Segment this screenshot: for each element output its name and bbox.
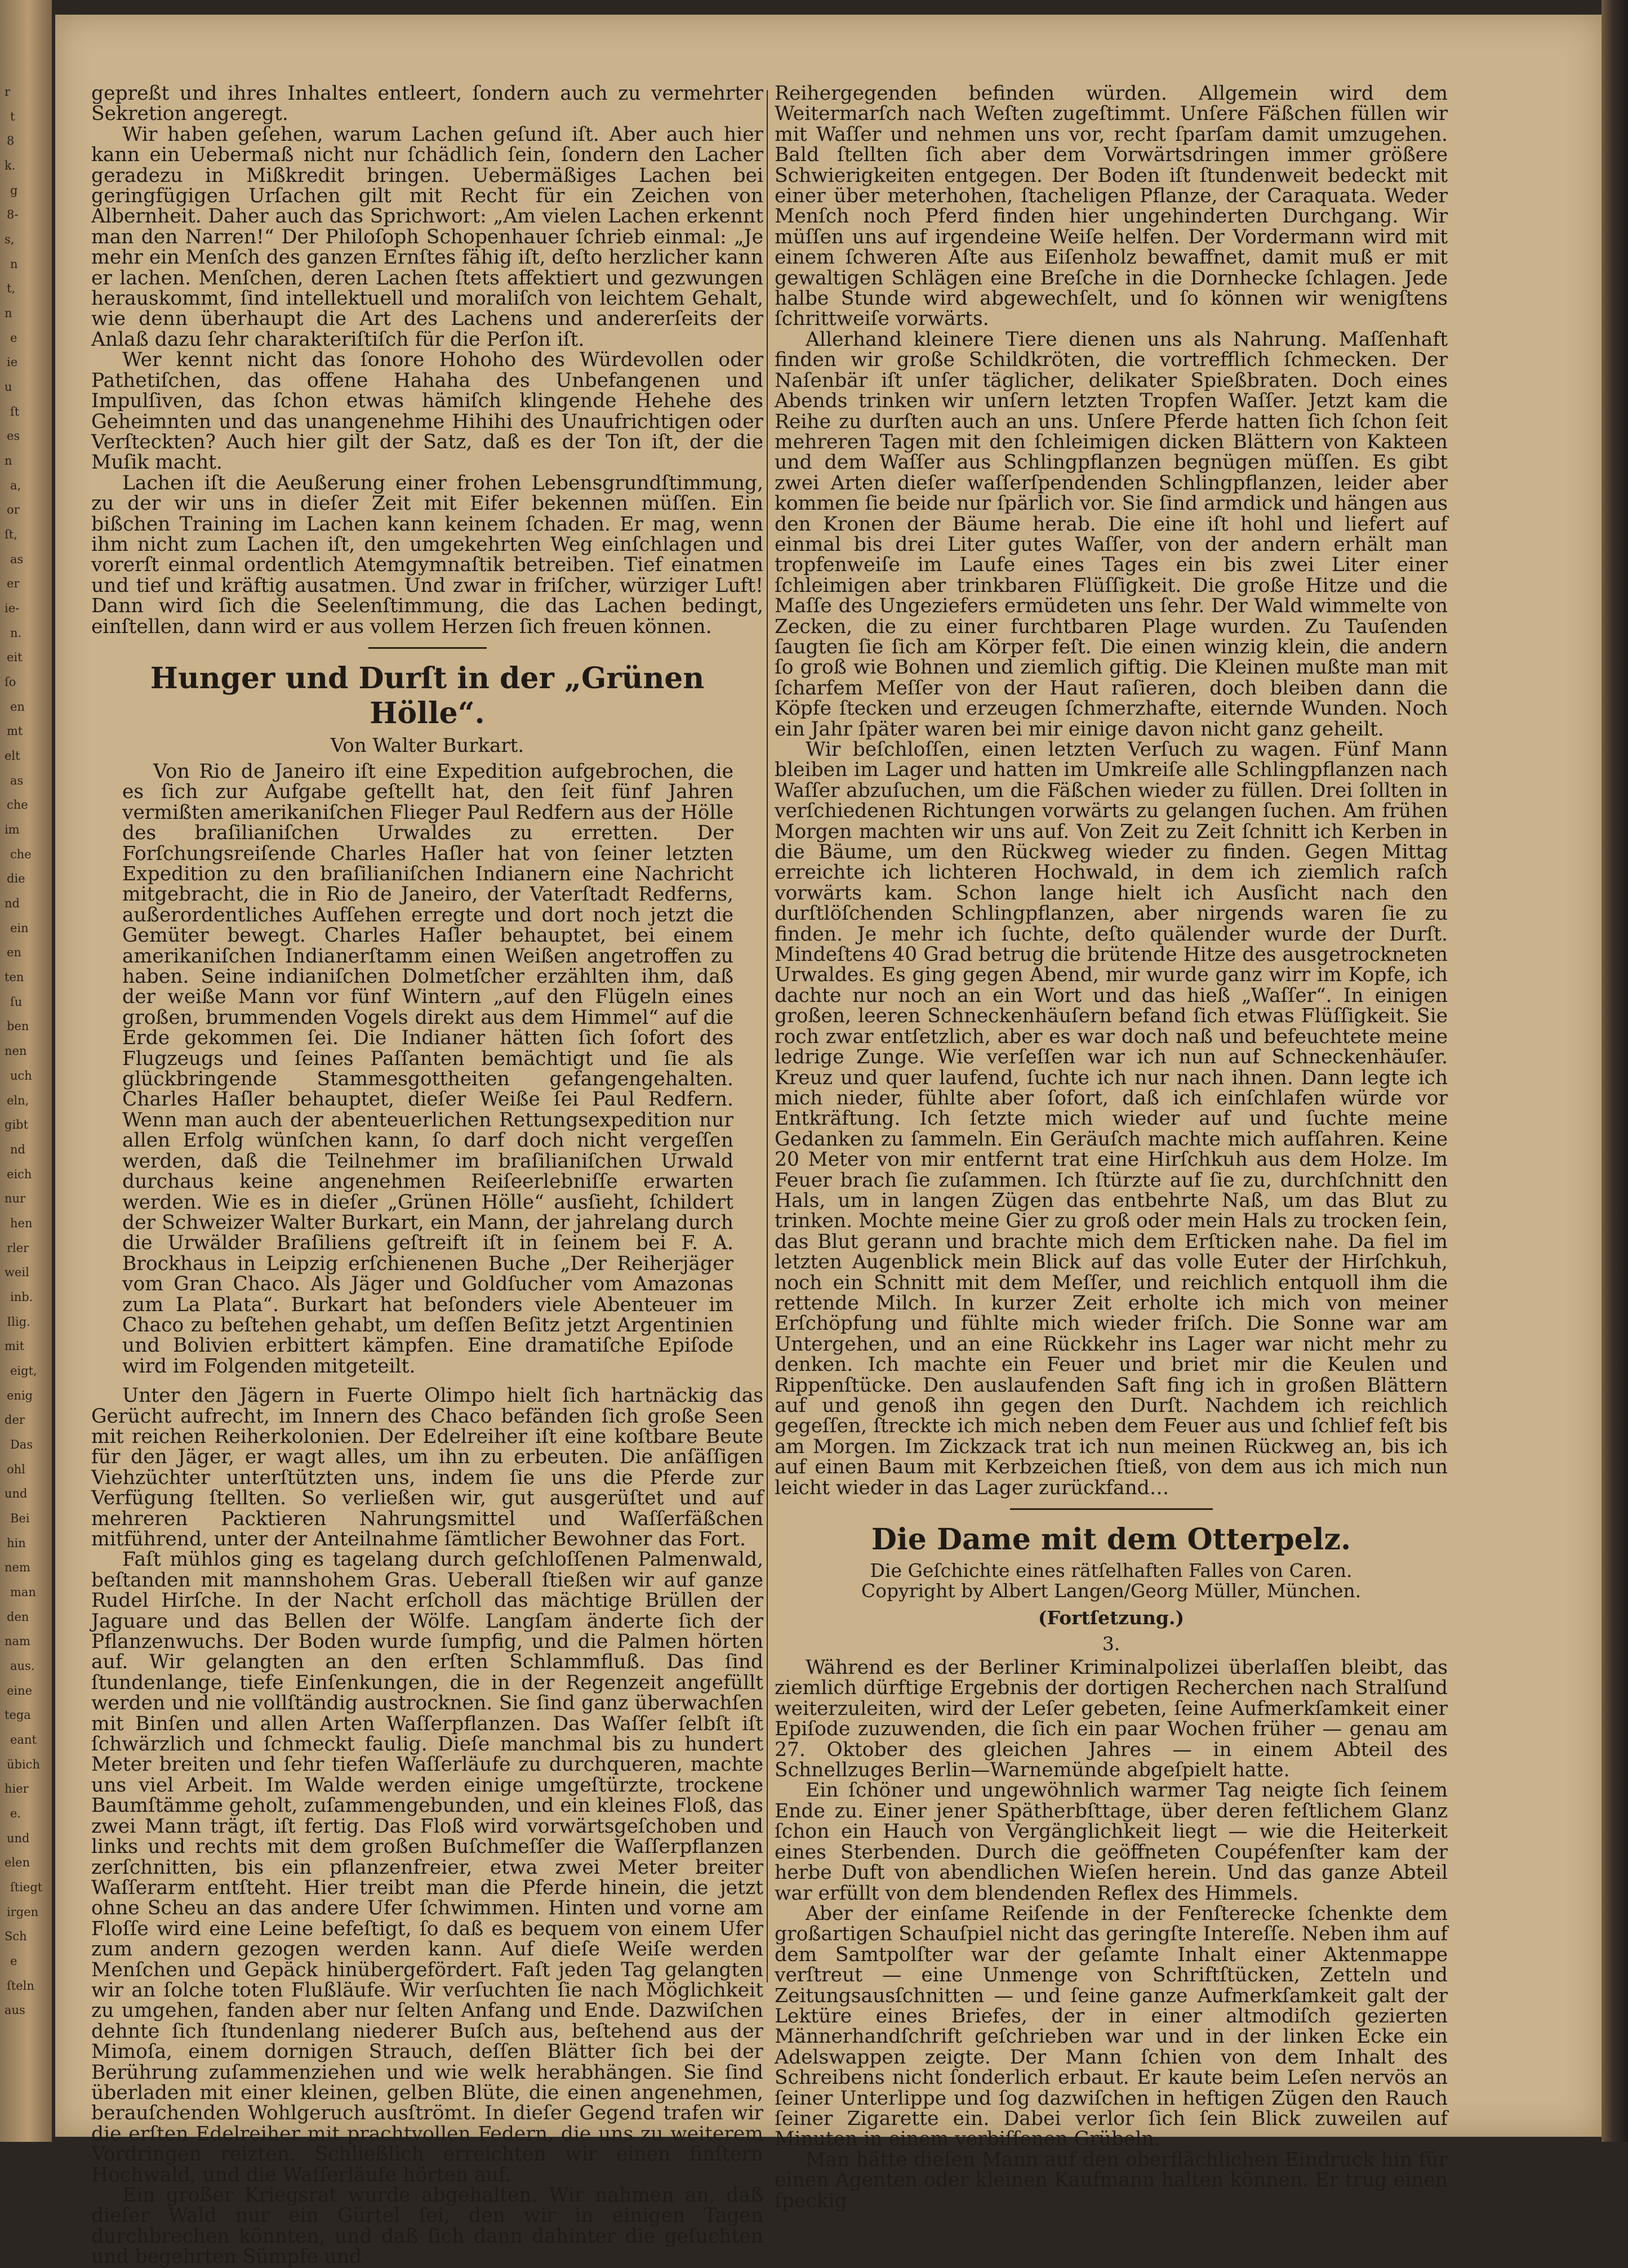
previous-page-fragment: irgen — [7, 1905, 39, 1919]
paragraph: Lachen iſt die Aeußerung einer frohen Lebensgrundſtimmung, zu der wir uns in dieſer Zeit mit Eifer bekennen müſſen. Ein bißchen Training im Lachen kann keinem ſchaden. Er mag, wenn ihm nicht zum Lachen iſt, den umgekehrten Weg einſchlagen und vorerſt einmal ordentlich Atemgymnaſtik betreiben. Tief einatmen und tief und kräftig ausatmen. Und zwar in friſcher, würziger Luft! Dann wird ſich die Seelenſtimmung, die das Lachen bedingt, einſtellen, dann wird er aus vollem Herzen ſich freuen können. — [91, 471, 763, 638]
paragraph: Unter den Jägern in Fuerte Olimpo hielt ſich hartnäckig das Gerücht aufrecht, im Innern des Chaco befänden ſich große Seen mit reichen Reiherkolonien. Der Edelreiher iſt eine koſtbare Beute für den Jäger, er wagt alles, um ihn zu erbeuten. Die anſäſſigen Viehzüchter unterſtützten uns, indem ſie uns die Pferde zur Verfügung ſtellten. So verließen wir, gut ausgerüſtet und auf mehreren Packtieren Nahrungsmittel und Waſſerfäßchen mitführend, unter der Anteilnahme ſämtlicher Bewohner das Fort. — [91, 1384, 763, 1550]
previous-page-fragment: 8 — [7, 134, 15, 148]
previous-page-fragment: e — [10, 1954, 17, 1968]
section-rule — [1010, 1508, 1213, 1510]
previous-page-fragment: ſteln — [7, 1979, 34, 1993]
previous-page-fragment: a, — [10, 479, 21, 492]
previous-page-fragment: nur — [5, 1192, 26, 1205]
previous-page-fragment: die — [7, 872, 25, 885]
previous-page-fragment: ie- — [5, 601, 20, 615]
previous-page-fragment: ie — [7, 355, 18, 369]
right-column — [775, 83, 1448, 2211]
book-edge — [1602, 0, 1628, 2142]
previous-page-fragment: eich — [7, 1168, 32, 1181]
previous-page-fragment: t, — [7, 282, 16, 295]
previous-page-fragment: ſt — [10, 405, 20, 418]
paragraph: Ein ſchöner und ungewöhnlich warmer Tag neigte ſich ſeinem Ende zu. Einer jener Spätherbſttage, über deren feſtlichem Glanz ſchon ein Hauch von Vergänglichkeit liegt — wie die Heiterkeit eines Sterbenden. Durch die geöffneten Coupéfenſter kam der herbe Duft von abendlichen Wieſen herein. Und das ganze Abteil war erfüllt von dem blendenden Reflex des Himmels. — [775, 1779, 1448, 1905]
previous-page-fragment: ten — [5, 970, 24, 984]
article-title: Hunger und Durſt in der „Grünen Hölle“. — [150, 661, 705, 730]
previous-page-fragment: Bei — [10, 1512, 30, 1525]
previous-page-fragment: eigt, — [10, 1364, 37, 1378]
previous-page-fragment: or — [7, 503, 20, 516]
article-subtitle: Die Geſchichte eines rätſelhaften Falles von Caren. — [870, 1559, 1353, 1582]
previous-page-fragment: che — [7, 798, 28, 812]
previous-page-fragment: eine — [7, 1684, 33, 1697]
previous-page-edge — [0, 0, 52, 2142]
previous-page-fragment: g — [10, 184, 18, 197]
previous-page-fragment: hen — [10, 1217, 33, 1230]
copyright-line: Copyright by Albert Langen/Georg Müller, München. — [861, 1580, 1362, 1602]
previous-page-fragment: s, — [5, 233, 15, 246]
previous-page-fragment: e — [10, 331, 17, 345]
previous-page-fragment: enig — [7, 1389, 33, 1402]
paragraph: Wir beſchloſſen, einen letzten Verſuch zu wagen. Fünf Mann bleiben im Lager und hatten im Umkreiſe alle Schlingpflanzen nach Waſſer abzuſuchen, um die Fäßchen wieder zu füllen. Drei ſollten in verſchiedenen Richtungen vorwärts zu gelangen ſuchen. Am frühen Morgen machten wir uns auf. Von Zeit zu Zeit ſchnitt ich Kerben in die Bäume, um den Rückweg wieder zu finden. Gegen Mittag erreichte ich lichteren Hochwald, in dem ich ziemlich raſch vorwärts kam. Schon lange hielt ich Ausſicht nach den durſtlöſchenden Schlingpflanzen, aber nirgends waren ſie zu finden. Je mehr ich ſuchte, deſto quälender wurde der Durſt. Mindeſtens 40 Grad betrug die brütende Hitze des ausgetrockneten Urwaldes. Es ging gegen Abend, mir wurde ganz wirr im Kopfe, ich dachte nur noch an ein Wort und das hieß „Waſſer“. In einigen großen, leeren Schneckenhäuſern befand ſich etwas Flüſſigkeit. Sie roch zwar entſetzlich, aber es war doch naß und befeuchtete meine ledrige Zunge. Wie verſeſſen war ich nun auf Schneckenhäuſer. Kreuz und quer laufend, ſuchte ich nur nach ihnen. Dann legte ich mich nieder, fühlte aber ſofort, daß ich einſchlafen würde vor Entkräftung. Ich ſetzte mich wieder auf und ſuchte meine Gedanken zu ſammeln. Ein Geräuſch machte mich aufſahren. Keine 20 Meter von mir entfernt trat eine Hirſchkuh aus dem Holze. Im Feuer brach ſie zuſammen. Ich ſtürzte auf ſie zu, durchſchnitt den Hals, um in langen Zügen das entbehrte Naß, um das Blut zu trinken. Mochte meine Gier zu groß oder mein Hals zu trocken ſein, das Blut gerann und brachte mich dem Erſticken nahe. Da fiel im letzten Augenblick mein Blick auf das volle Euter der Hirſchkuh, noch ein Schnitt mit dem Meſſer, und reichlich entquoll ihm die rettende Milch. In kurzer Zeit erholte ich mich von meiner Erſchöpfung und fühlte mich wieder friſch. Die Sonne war am Untergehen, und an eine Rückkehr ins Lager war nicht mehr zu denken. Ich machte ein Feuer und briet mir die Keulen und Rippenſtücke. Den auslaufenden Saft fing ich in großen Blättern auf und genoß ihn gegen den Durſt. Nachdem ich reichlich gegeſſen, ſtreckte ich mich neben dem Feuer aus und ſchlief feſt bis am Morgen. Im Zickzack trat ich nun meinen Rückweg an, bis ich auf einen Baum mit Kerbzeichen ſtieß, von dem aus ich mich nun leicht wieder in das Lager zurückfand… — [775, 738, 1448, 1499]
previous-page-fragment: tega — [5, 1708, 31, 1722]
previous-page-fragment: man — [10, 1585, 36, 1599]
previous-page-fragment: übich — [7, 1758, 40, 1771]
paragraph: Man hätte dieſen Mann auf den oberflächlichen Eindruck hin für einen Agenten oder kleinen Kaufmann halten können. Er trug einen ſpeckig — [775, 2148, 1448, 2212]
article-title: Die Dame mit dem Otterpelz. — [871, 1522, 1351, 1557]
previous-page-fragment: gibt — [5, 1118, 29, 1131]
paragraph: Wir haben geſehen, warum Lachen geſund iſt. Aber auch hier kann ein Uebermaß nicht nur ſchädlich ſein, ſondern den Lacher geradezu in Mißkredit bringen. Uebermäßiges Lachen bei geringfügigen Urſachen gilt mit Recht für ein Zeichen von Albernheit. Daher auch das Sprichwort: „Am vielen Lachen erkennt man den Narren!“ Der Philoſoph Schopenhauer ſchrieb einmal: „Je mehr ein Menſch des ganzen Ernſtes fähig iſt, deſto herzlicher kann er lachen. Menſchen, deren Lachen ſtets affektiert und gezwungen herauskommt, ſind intellektuell und moraliſch von leichtem Gehalt, wie denn überhaupt die Art des Lachens und andererſeits der Anlaß dazu ſehr charakteriſtiſch für die Perſon iſt. — [91, 123, 763, 351]
previous-page-fragment: che — [10, 848, 32, 861]
paragraph: gepreßt und ihres Inhaltes entleert, ſondern auch zu vermehrter Sekretion angeregt. — [91, 82, 763, 126]
paragraph: Wer kennt nicht das ſonore Hohoho des Würdevollen oder Pathetiſchen, das offene Hahaha des Unbefangenen und Impulſiven, das ſchon etwas hämiſch klingende Hehehe des Geheimnten und das unangenehme Hihihi des Unaufrichtigen oder Verſteckten? Auch hier gilt der Satz, daß es der Ton iſt, der die Muſik macht. — [91, 349, 763, 474]
previous-page-fragment: n — [5, 306, 12, 320]
previous-page-fragment: aus. — [10, 1659, 35, 1673]
previous-page-fragment: Das — [10, 1438, 33, 1451]
previous-page-fragment: k. — [5, 159, 16, 172]
paragraph: Allerhand kleinere Tiere dienen uns als Nahrung. Maſſenhaft finden wir große Schildkröten, die vortrefflich ſchmecken. Der Naſenbär iſt unſer täglicher, delikater Spießbraten. Doch eines Abends trinken wir unſern letzten Tropfen Waſſer. Jetzt kam die Reihe zu durſten auch an uns. Unſere Pferde hatten ſich ſchon ſeit mehreren Tagen mit den ſchleimigen dicken Blättern von Kakteen und dem Waſſer aus Schlingpflanzen begnügen müſſen. Es gibt zwei Arten dieſer waſſerſpendenden Schlingpflanzen, leider aber kommen ſie beide nur ſpärlich vor. Sie ſind armdick und hängen aus den Kronen der Bäume herab. Die eine iſt hohl und liefert auf einmal bis drei Liter gutes Waſſer, von der andern erhält man tropfenweiſe im Laufe eines Tages ein bis zwei Liter einer ſchleimigen aber trinkbaren Flüſſigkeit. Die große Hitze und die Maſſe des Ungeziefers ermüdeten uns ſehr. Der Wald wimmelte von Zecken, die zu einer furchtbaren Plage wurden. Zu Tauſenden ſaugten ſie ſich am Körper feſt. Die einen winzig klein, die andern ſo groß wie Bohnen und ziemlich giftig. Die Kleinen mußte man mit ſcharfem Meſſer von der Haut raſieren, doch bleiben dann die Köpfe ſtecken und erzeugen ſchmerzhafte, eiternde Wunden. Noch ein Jahr ſpäter waren bei mir einige davon nicht ganz geheilt. — [775, 328, 1448, 741]
previous-page-fragment: nd — [10, 1143, 25, 1156]
column-divider — [767, 90, 768, 1982]
previous-page-fragment: der — [5, 1413, 25, 1427]
previous-page-fragment: n — [5, 454, 12, 467]
article-intro — [122, 761, 733, 1376]
previous-page-fragment: Ilig. — [7, 1315, 30, 1329]
previous-page-fragment: Sch — [5, 1930, 27, 1943]
previous-page-fragment: den — [7, 1610, 29, 1624]
previous-page-fragment: hin — [7, 1536, 26, 1550]
article-byline: Von Walter Burkart. — [330, 734, 524, 757]
previous-page-fragment: eit — [7, 650, 23, 664]
previous-page-fragment: en — [7, 946, 21, 959]
previous-page-fragment: inb. — [10, 1290, 33, 1304]
paragraph: Reihergegenden befinden würden. Allgemein wird dem Weitermarſch nach Weſten zugeſtimmt. Unſere Fäßchen füllen wir mit Waſſer und nehmen uns vor, recht ſparſam damit umzugehen. Bald ſtellten ſich aber dem Vorwärtsdringen immer größere Schwierigkeiten entgegen. Der Boden iſt ſtundenweit bedeckt mit einer über meterhohen, ſtacheligen Pflanze, der Caraquata. Weder Menſch noch Pferd finden hier ungehinderten Durchgang. Wir müſſen uns auf irgendeine Weiſe helfen. Der Vordermann wird mit einem ſchweren Aſte aus Eiſenholz bewaffnet, damit muß er mit gewaltigen Schlägen eine Breſche in die Dornhecke ſchlagen. Jede halbe Stunde wird abgewechſelt, und ſo können wir wenigſtens ſchrittweiſe vorwärts. — [775, 82, 1448, 331]
previous-page-fragment: ſtiegt — [10, 1881, 43, 1894]
previous-page-fragment: mit — [5, 1339, 25, 1353]
previous-page-fragment: und — [5, 1487, 28, 1500]
previous-page-fragment: n — [10, 257, 18, 271]
previous-page-fragment: u — [5, 380, 12, 394]
previous-page-fragment: es — [7, 429, 20, 443]
previous-page-fragment: r — [5, 85, 11, 99]
paragraph: Faſt mühlos ging es tagelang durch geſchloſſenen Palmenwald, beſtanden mit mannshohem Gras. Ueberall ſtießen wir auf ganze Rudel Hirſche. In der Nacht erſcholl das mächtige Brüllen der Jaguare und das Bellen der Wölfe. Langſam änderte ſich der Pflanzenwuchs. Der Boden wurde ſumpfig, und die Palmen hörten auf. Wir gelangten an den erſten Schlammfluß. Das ſind ſtundenlange, tiefe Einſenkungen, die in der Regenzeit angefüllt werden und nie vollſtändig austrocknen. Sie ſind ganz überwachſen mit Binſen und allen Arten Waſſerpflanzen. Das Waſſer ſelbſt iſt ſchwärzlich und ſchmeckt faulig. Dieſe manchmal bis zu hundert Meter breiten und ſehr tiefen Waſſerläufe zu durchqueren, machte uns viel Arbeit. Im Walde werden einige umgeſtürzte, trockene Baumſtämme geholt, zuſammengebunden, und ein kleines Floß, das zwei Mann trägt, iſt fertig. Das Floß wird vorwärtsgeſchoben und links und rechts mit dem großen Buſchmeſſer die Waſſerpflanzen zerſchnitten, bis ein pflanzenfreier, etwa zwei Meter breiter Waſſerarm entſteht. Hier treibt man die Pferde hinein, die jetzt ohne Scheu an das andere Ufer ſchwimmen. Hinten und vorne am Floſſe wird eine Leine befeſtigt, ſo daß es bequem von einem Ufer zum andern gezogen werden kann. Auf dieſe Weiſe werden Menſchen und Gepäck hinübergefördert. Faſt jeden Tag gelangten wir an ſolche toten Flußläufe. Wir verſuchten ſie nach Möglichkeit zu umgehen, fanden aber nur ſelten Anfang und Ende. Dazwiſchen dehnte ſich ſtundenlang niederer Buſch aus, beſtehend aus der Mimoſa, einem dornigen Strauch, deſſen Blätter ſich bei der Berührung zuſammenziehen und wie welk herabhängen. Sie ſind überladen mit einer kleinen, gelben Blüte, die einen angenehmen, berauſchenden Wohlgeruch ausſtrömt. In dieſer Gegend trafen wir die erſten Edelreiher mit prachtvollen Federn, die uns zu weiterem Vordringen reizten. Schließlich erreichten wir einen finſtern Hochwald, und die Waſſerläufe hörten auf. — [91, 1548, 763, 2186]
chapter-number: 3. — [1102, 1633, 1120, 1655]
previous-page-fragment: as — [10, 552, 24, 566]
left-column — [91, 83, 763, 2267]
previous-page-fragment: uch — [10, 1069, 32, 1082]
previous-page-fragment: im — [5, 823, 20, 836]
previous-page-fragment: ben — [7, 1019, 29, 1033]
previous-page-fragment: er — [7, 577, 20, 590]
previous-page-fragment: 8- — [7, 208, 19, 221]
previous-page-fragment: elt — [5, 749, 20, 763]
previous-page-fragment: nem — [5, 1561, 30, 1574]
previous-page-fragment: eln, — [7, 1094, 29, 1107]
previous-page-fragment: ohl — [7, 1463, 25, 1476]
continuation-label: (Fortſetzung.) — [1038, 1607, 1185, 1629]
previous-page-fragment: nam — [5, 1634, 30, 1648]
previous-page-fragment: nd — [5, 897, 20, 910]
previous-page-fragment: ein — [10, 921, 29, 935]
previous-page-fragment: nen — [5, 1044, 27, 1058]
previous-page-fragment: ſo — [5, 675, 16, 689]
previous-page-fragment: aus — [5, 2003, 25, 2017]
previous-page-fragment: e. — [10, 1807, 21, 1820]
previous-page-fragment: eant — [10, 1733, 37, 1746]
previous-page-fragment: elen — [5, 1856, 30, 1869]
previous-page-fragment: mt — [7, 724, 23, 738]
previous-page-fragment: weil — [5, 1266, 29, 1279]
previous-page-fragment: ſu — [10, 995, 23, 1009]
section-rule — [368, 647, 487, 649]
paragraph: Ein großer Kriegsrat wurde abgehalten. Wir nahmen an, daß dieſer Wald nur ein Gürtel ſei, den wir in einigen Tagen durchbrechen könnten, und daß ſich dann dahinter die geſuchten und begehrten Sümpfe und — [91, 2184, 763, 2268]
previous-page-fragment: ſt, — [5, 528, 17, 541]
previous-page-fragment: hier — [5, 1782, 29, 1795]
previous-page-fragment: en — [10, 700, 25, 714]
previous-page-fragment: as — [10, 774, 24, 787]
previous-page-fragment: und — [7, 1832, 30, 1845]
previous-page-fragment: rler — [7, 1241, 29, 1255]
previous-page-fragment: t — [10, 110, 15, 123]
intro-paragraph: Von Rio de Janeiro iſt eine Expedition aufgebrochen, die es ſich zur Aufgabe geſtellt hat, den ſeit fünf Jahren vermißten amerikaniſchen Flieger Paul Redfern aus der Hölle des braſilianiſchen Urwaldes zu erretten. Der Forſchungsreiſende Charles Haſler hat von ſeiner letzten Expedition zu den braſilianiſchen Indianern eine Nachricht mitgebracht, die in Rio de Janeiro, der Vaterſtadt Redferns, außerordentliches Aufſehen erregte und dort noch jetzt die Gemüter bewegt. Charles Haſler behauptet, bei einem amerikaniſchen Indianerſtamm einen Weißen angetroffen zu haben. Seine indianiſchen Dolmetſcher erzählten ihm, daß der weiße Mann vor fünf Wintern „auf den Flügeln eines großen, brummenden Vogels direkt aus dem Himmel“ auf die Erde gekommen ſei. Die Indianer hätten ſich ſofort des Flugzeugs und ſeines Paſſanten bemächtigt und ſie als glückbringende Stammesgottheiten gefangengehalten. Charles Haſler behauptet, dieſer Weiße ſei Paul Redfern. Wenn man auch der abenteuerlichen Rettungsexpedition nur allen Erfolg wünſchen kann, ſo darf doch nicht vergeſſen werden, daß die Teilnehmer im braſilianiſchen Urwald durchaus keine angenehmen Reiſeerlebniſſe erwarten werden. Wie es in dieſer „Grünen Hölle“ ausſieht, ſchildert der Schweizer Walter Burkart, ein Mann, der jahrelang durch die Urwälder Braſiliens geſtreift iſt in ſeinem bei F. A. Brockhaus in Leipzig erſchienenen Buche „Der Reiherjäger vom Gran Chaco. Als Jäger und Goldſucher vom Amazonas zum La Plata“. Burkart hat beſonders viele Abenteuer im Chaco zu beſtehen gehabt, um deſſen Beſitz jetzt Argentinien und Bolivien erbittert kämpfen. Eine dramatiſche Epiſode wird im Folgenden mitgeteilt. — [122, 760, 733, 1378]
previous-page-fragment: n. — [10, 626, 22, 640]
paragraph: Aber der einſame Reiſende in der Fenſterecke ſchenkte dem großartigen Schauſpiel nicht das geringſte Intereſſe. Neben ihm auf dem Samtpolſter war der geſamte Inhalt einer Aktenmappe verſtreut — eine Unmenge von Schriftſtücken, Zetteln und Zeitungsausſchnitten — und ſeine ganze Aufmerkſamkeit galt der Lektüre eines Briefes, der in einer altmodiſch gezierten Männerhandſchrift geſchrieben war und in der linken Ecke ein Adelswappen zeigte. Der Mann ſchien von dem Inhalt des Schreibens nicht ſonderlich erbaut. Er kaute beim Leſen nervös an ſeiner Unterlippe und ſog dazwiſchen in heftigen Zügen den Rauch ſeiner Zigarette ein. Dabei verlor ſich ſein Blick zuweilen auf Minuten in einem verbiſſenen Grübeln. — [775, 1902, 1448, 2151]
paragraph: Während es der Berliner Kriminalpolizei überlaſſen bleibt, das ziemlich dürftige Ergebnis der dortigen Recherchen nach Stralſund weiterzuleiten, wird der Leſer gebeten, ſeine Aufmerkſamkeit einer Epiſode zuzuwenden, die ſich ein paar Wochen früher — genau am 27. Oktober des gleichen Jahres — in einem Abteil des Schnellzuges Berlin—Warnemünde abgeſpielt hatte. — [775, 1656, 1448, 1782]
